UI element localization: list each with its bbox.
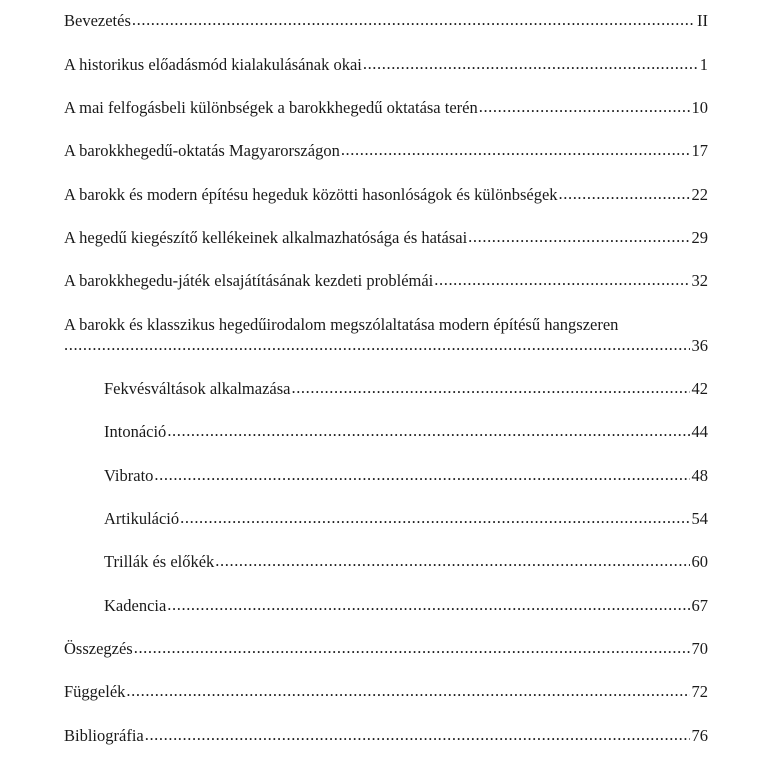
toc-entry-title: Kadencia: [104, 596, 167, 615]
toc-entry-title: Összegzés: [64, 639, 133, 658]
toc-entry-title: A hegedű kiegészítő kellékeinek alkalmazhatósága és hatásai: [64, 228, 468, 247]
dot-leader: [434, 270, 689, 290]
dot-leader: [134, 638, 690, 658]
toc-entry-title: Trillák és előkék: [104, 552, 215, 571]
dot-leader: [559, 184, 690, 204]
toc-entry-magyarorszagon[interactable]: [64, 141, 708, 161]
toc-entry-title: A barokk és modern építésu hegeduk közötti hasonlóságok és különbségek: [64, 185, 558, 204]
dot-leader: [154, 465, 689, 485]
toc-entry-page: 22: [691, 185, 708, 204]
toc-entry-historikus[interactable]: [64, 55, 708, 75]
dot-leader: [145, 725, 690, 745]
toc-entry-title: A barokk és klasszikus hegedűirodalom megszólaltatása modern építésű hangszeren: [64, 315, 619, 334]
toc-subentry-fekvesvaltasok[interactable]: [104, 379, 708, 399]
toc-entry-page: 76: [691, 726, 708, 745]
toc-entry-title: Vibrato: [104, 466, 154, 485]
toc-subentry-trillak[interactable]: [104, 552, 708, 572]
toc-entry-hasonlosagok[interactable]: [64, 185, 708, 205]
toc-subentry-intonacio[interactable]: [104, 422, 708, 442]
toc-entry-title: A barokkhegedű-oktatás Magyarországon: [64, 141, 340, 160]
dot-leader: [215, 551, 689, 571]
toc-entry-page: II: [697, 11, 708, 30]
toc-subentry-artikulacio[interactable]: [104, 509, 708, 529]
dot-leader: [126, 681, 689, 701]
toc-entry-title: Bibliográfia: [64, 726, 144, 745]
toc-entry-continuation: [64, 336, 708, 356]
toc-entry-kellekek[interactable]: [64, 228, 708, 248]
toc-entry-title: Fekvésváltások alkalmazása: [104, 379, 291, 398]
toc-entry-felfogasbeli[interactable]: [64, 98, 708, 118]
toc-entry-page: 44: [691, 422, 708, 441]
toc-entry-fuggelek[interactable]: [64, 682, 708, 702]
dot-leader: [132, 10, 695, 30]
toc-entry-page: 42: [691, 379, 708, 398]
toc-entry-page: 54: [691, 509, 708, 528]
toc-entry-page: 32: [691, 271, 708, 290]
toc-entry-page: 17: [691, 141, 708, 160]
dot-leader: [363, 54, 698, 74]
dot-leader: [167, 421, 689, 441]
toc-entry-title: Függelék: [64, 682, 126, 701]
toc-entry-page: 72: [691, 682, 708, 701]
toc-entry-problemak[interactable]: [64, 271, 708, 291]
toc-entry-page: 70: [691, 639, 708, 658]
dot-leader: [64, 335, 690, 355]
toc-entry-page: 67: [691, 596, 708, 615]
toc-entry-page: 36: [691, 336, 708, 355]
toc-entry-page: 29: [691, 228, 708, 247]
toc-subentry-vibrato[interactable]: [104, 466, 708, 486]
toc-subentry-kadencia[interactable]: [104, 596, 708, 616]
dot-leader: [468, 227, 689, 247]
toc-entry-page: 1: [699, 55, 708, 74]
toc-entry-title: Bevezetés: [64, 11, 131, 30]
toc-entry-title: A barokkhegedu-játék elsajátításának kezdeti problémái: [64, 271, 434, 290]
toc-entry-page: 60: [691, 552, 708, 571]
toc-entry-osszegzes[interactable]: [64, 639, 708, 659]
toc-entry-title: A historikus előadásmód kialakulásának okai: [64, 55, 362, 74]
dot-leader: [180, 508, 689, 528]
toc-entry-bibliografia[interactable]: [64, 726, 708, 746]
dot-leader: [479, 97, 690, 117]
dot-leader: [341, 140, 690, 160]
toc-entry-page: 48: [691, 466, 708, 485]
toc-entry-page: 10: [691, 98, 708, 117]
dot-leader: [291, 378, 689, 398]
toc-entry-bevezetes[interactable]: [64, 11, 708, 31]
toc-entry-title: A mai felfogásbeli különbségek a barokkhegedű oktatása terén: [64, 98, 478, 117]
toc-entry-title: Intonáció: [104, 422, 167, 441]
toc-entry-title: Artikuláció: [104, 509, 180, 528]
dot-leader: [167, 595, 689, 615]
